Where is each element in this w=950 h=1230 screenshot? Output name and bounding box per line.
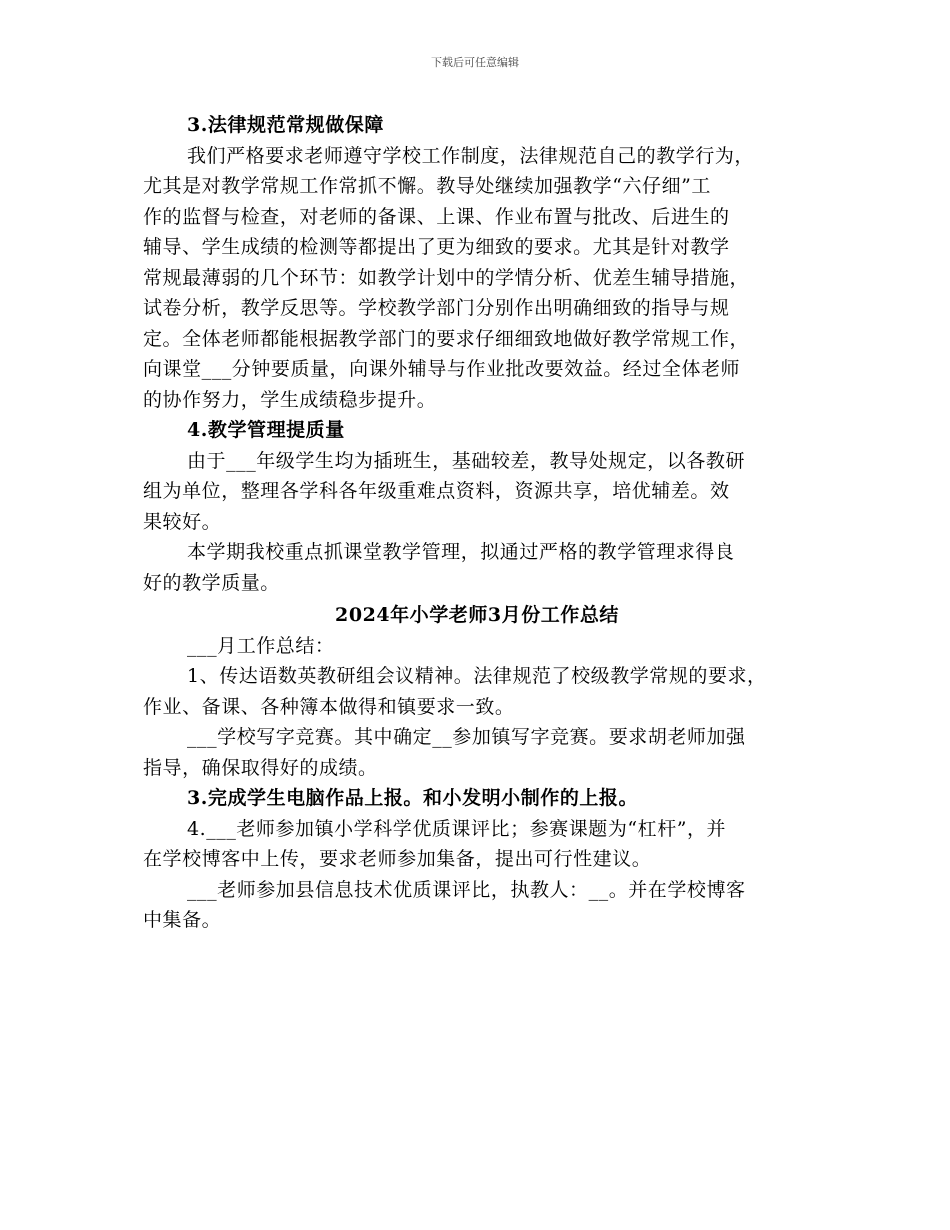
paragraph-line: 常规最薄弱的几个环节：如教学计划中的学情分析、优差生辅导措施，	[143, 266, 750, 289]
paragraph-line: 在学校博客中上传，要求老师参加集备，提出可行性建议。	[143, 848, 652, 870]
paragraph-line: 定。全体老师都能根据教学部门的要求仔细细致地做好教学常规工作，	[143, 327, 750, 350]
paragraph-line: 向课堂___分钟要质量，向课外辅导与作业批改要效益。经过全体老师	[143, 358, 741, 380]
document-title: 2024年小学老师3月份工作总结	[335, 604, 619, 626]
paragraph-line: 1、传达语数英教研组会议精神。法律规范了校级教学常规的要求，	[187, 665, 767, 687]
paragraph-line: ___学校写字竞赛。其中确定__参加镇写字竞赛。要求胡老师加强	[187, 726, 746, 748]
item-heading-3: 3.完成学生电脑作品上报。和小发明小制作的上报。	[187, 787, 639, 809]
paragraph-line: ___月工作总结：	[187, 634, 335, 657]
paragraph-line: 作的监督与检查，对老师的备课、上课、作业布置与批改、后进生的	[143, 205, 730, 228]
paragraph-line: ___老师参加县信息技术优质课评比，执教人：__。并在学校博客	[187, 878, 746, 901]
paragraph-line: 尤其是对教学常规工作常抓不懈。教导处继续加强教学“六仔细”工	[143, 175, 711, 197]
paragraph-line: 我们严格要求老师遵守学校工作制度，法律规范自己的教学行为，	[187, 144, 754, 167]
paragraph-line: 4.___老师参加镇小学科学优质课评比；参赛课题为“杠杆”，并	[187, 817, 727, 840]
paragraph-line: 指导，确保取得好的成绩。	[143, 756, 378, 779]
section-heading-4: 4.教学管理提质量	[187, 419, 345, 441]
paragraph-line: 好的教学质量。	[143, 571, 280, 594]
section-heading-3: 3.法律规范常规做保障	[187, 114, 384, 136]
paragraph-line: 本学期我校重点抓课堂教学管理，拟通过严格的教学管理求得良	[187, 541, 735, 563]
page-header: 下载后可任意编辑	[431, 56, 519, 69]
paragraph-line: 中集备。	[143, 909, 222, 931]
paragraph-line: 由于___年级学生均为插班生，基础较差，教导处规定，以各教研	[187, 449, 746, 472]
document-body	[143, 110, 811, 936]
paragraph-line: 试卷分析，教学反思等。学校教学部门分别作出明确细致的指导与规	[143, 297, 730, 319]
paragraph-line: 的协作努力，学生成绩稳步提升。	[143, 388, 437, 411]
paragraph-line: 果较好。	[143, 510, 222, 533]
paragraph-line: 组为单位，整理各学科各年级重难点资料，资源共享，培优辅差。效	[143, 480, 730, 502]
paragraph-line: 辅导、学生成绩的检测等都提出了更为细致的要求。尤其是针对教学	[143, 236, 730, 258]
paragraph-line: 作业、备课、各种簿本做得和镇要求一致。	[143, 695, 515, 718]
